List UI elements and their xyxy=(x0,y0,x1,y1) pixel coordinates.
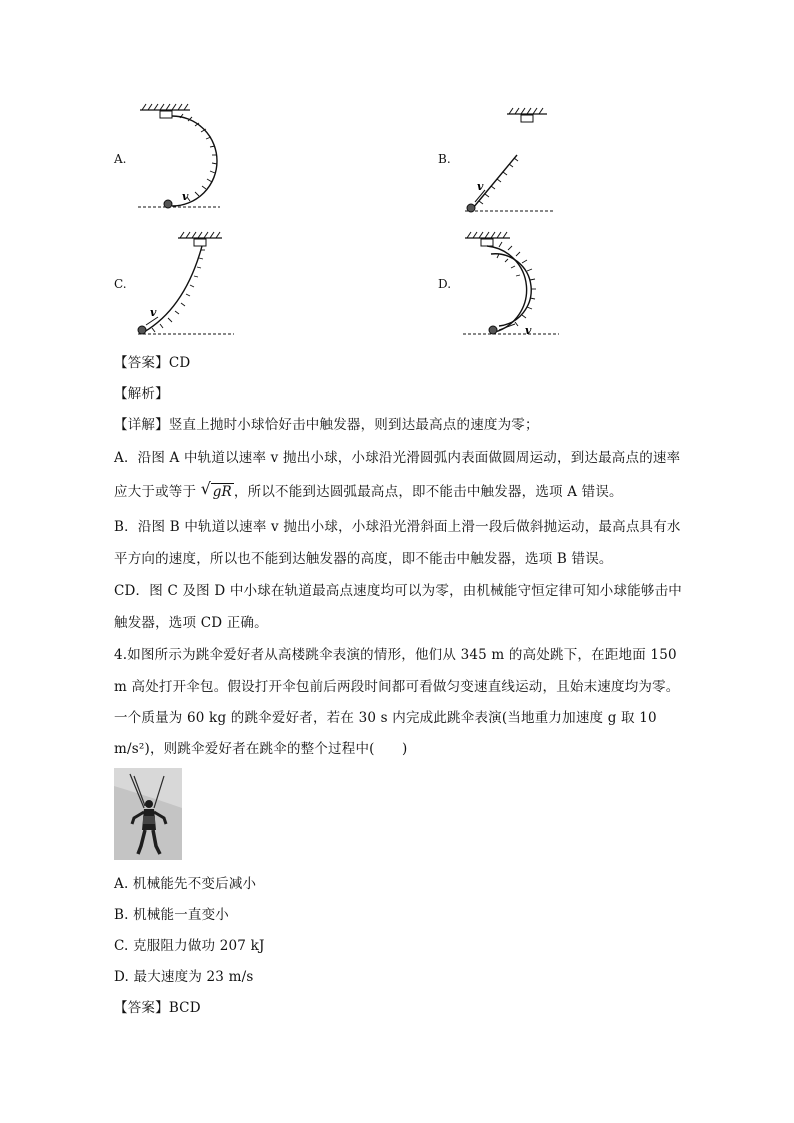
answer-line-2 xyxy=(114,999,201,1017)
figure-b-diagram xyxy=(455,108,565,218)
sqrt-radicand: gR xyxy=(212,484,232,500)
figure-a-velocity: v xyxy=(182,190,189,203)
detail-line xyxy=(114,416,539,434)
explanation-a-line-1: A．沿图 A 中轨道以速率 v 抛出小球，小球沿光滑圆弧内表面做圆周运动，到达最高点的速率 xyxy=(114,450,681,466)
answer-line-1 xyxy=(114,354,190,372)
question-4-line-1: 4.如图所示为跳伞爱好者从高楼跳伞表演的情形，他们从 345 m 的高处跳下，在距地面 150 xyxy=(114,647,677,663)
figure-b-velocity: v xyxy=(477,180,484,193)
option-c: C. 克服阻力做功 207 kJ xyxy=(114,938,265,954)
explanation-a-line-2 xyxy=(114,479,623,501)
figure-d-diagram xyxy=(455,228,565,340)
explanation-cd-line-1: CD．图 C 及图 D 中小球在轨道最高点速度均可以为零，由机械能守恒定律可知小球能够击中 xyxy=(114,583,682,599)
answer-label: 【答案】 xyxy=(114,355,169,371)
option-b: B. 机械能一直变小 xyxy=(114,907,230,923)
detail-text: 竖直上抛时小球恰好击中触发器，则到达最高点的速度为零； xyxy=(168,417,539,433)
figure-b-label: B. xyxy=(438,152,451,166)
figure-d-label: D. xyxy=(438,277,452,291)
answer-value-2: BCD xyxy=(168,1000,201,1016)
figure-c-diagram xyxy=(130,228,240,340)
explanation-a-prefix: 应大于或等于 xyxy=(114,484,197,500)
detail-label: 【详解】 xyxy=(114,417,169,433)
answer-value: CD xyxy=(168,355,191,371)
figure-a-diagram xyxy=(130,100,240,215)
figure-c-velocity: v xyxy=(150,306,157,319)
question-4-line-4: m/s²)，则跳伞爱好者在跳伞的整个过程中( ) xyxy=(114,741,408,757)
figure-d-velocity: v xyxy=(525,324,532,337)
answer-label-2: 【答案】 xyxy=(114,1000,169,1016)
sqrt-expression: √ gR xyxy=(200,479,232,500)
figure-a-label: A. xyxy=(114,152,127,166)
explanation-a-suffix: ，所以不能到达圆弧最高点，即不能击中触发器，选项 A 错误。 xyxy=(233,484,623,500)
option-d: D. 最大速度为 23 m/s xyxy=(114,969,254,985)
figure-c-label: C. xyxy=(114,277,127,291)
analysis-label: 【解析】 xyxy=(114,386,169,402)
explanation-b-line-2: 平方向的速度，所以也不能到达触发器的高度，即不能击中触发器，选项 B 错误。 xyxy=(114,551,613,567)
explanation-b-line-1: B．沿图 B 中轨道以速率 v 抛出小球，小球沿光滑斜面上滑一段后做斜抛运动，最高点具有水 xyxy=(114,519,681,535)
parachutist-figure xyxy=(114,768,182,860)
question-4-line-3: 一个质量为 60 kg 的跳伞爱好者，若在 30 s 内完成此跳伞表演(当地重力加速度 g 取 10 xyxy=(114,710,657,726)
option-a: A. 机械能先不变后减小 xyxy=(114,876,257,892)
question-4-line-2: m 高处打开伞包。假设打开伞包前后两段时间都可看做匀变速直线运动，且始末速度均为零。 xyxy=(114,679,680,695)
explanation-cd-line-2: 触发器，选项 CD 正确。 xyxy=(114,615,268,631)
parachutist-photo xyxy=(114,768,182,860)
